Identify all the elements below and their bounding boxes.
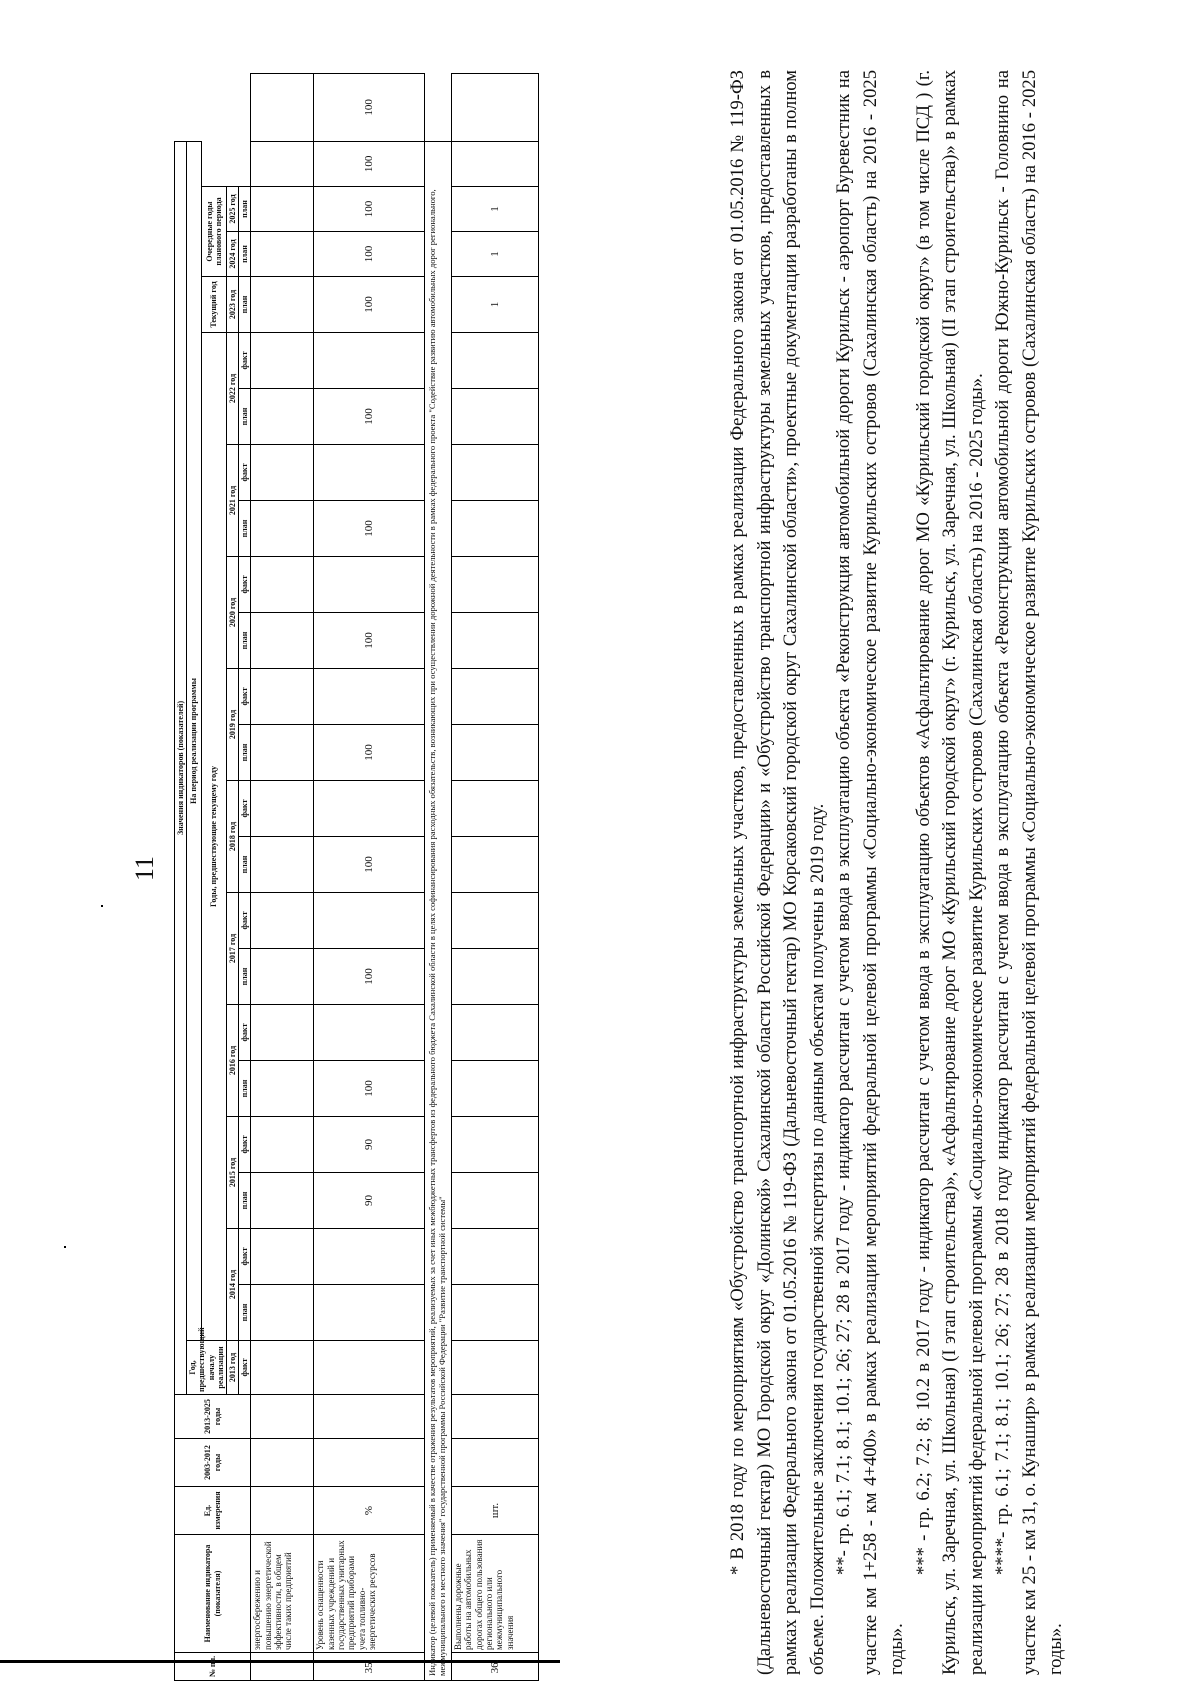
header-plan: план: [239, 501, 251, 557]
value-cell: [452, 333, 539, 389]
value-cell: 1: [452, 187, 539, 232]
value-cell: [452, 1117, 539, 1173]
value-cell: 1: [452, 277, 539, 333]
table-note-row: [425, 74, 452, 1681]
value-cell: [251, 141, 314, 186]
value-cell: 100: [314, 389, 425, 445]
header-year-2024: 2024 год: [226, 232, 238, 277]
header-fact: факт: [239, 557, 251, 613]
header-year-2020: 2020 год: [226, 557, 238, 669]
header-fact: факт: [239, 1341, 251, 1395]
header-plan: план: [239, 389, 251, 445]
value-cell: [251, 1285, 314, 1341]
value-cell: [251, 1117, 314, 1173]
footnote-1: * В 2018 году по мероприятиям «Обустройство транспортной инфраструктуры земельных участков, предоставленных в рамках реализации Федерального закона от 01.05.2016 № 119-ФЗ (Дальневосточный гектар) МО Городской округ «Долинской» Сахалинской области Российской Федерации» и «Обустройство транспортной инфраструктуры земельных участков, предоставленных в рамках реализации Федерального закона от 01.05.2016 № 119-ФЗ (Дальневосточный гектар) МО Корсаковский городской округ Сахалинской области», проектные документации разработаны в полном объеме. Положительные заключения государственной экспертизы по данным объектам получены в 2019 году.: [727, 70, 828, 1675]
value-cell: [251, 725, 314, 781]
header-plan: план: [239, 837, 251, 893]
value-cell: [314, 1005, 425, 1061]
value-cell: [251, 1229, 314, 1285]
table-row: [314, 74, 425, 1681]
row-number: 36.: [452, 1653, 539, 1681]
value-cell: [452, 1341, 539, 1395]
value-cell: [314, 781, 425, 837]
value-cell: 90: [314, 1117, 425, 1173]
value-cell: [251, 669, 314, 725]
header-2013-2025: 2013-2025 годы: [175, 1395, 251, 1439]
header-planning-years: Очередные годы планового периода: [201, 187, 226, 277]
value-cell: [452, 613, 539, 669]
unit-cell: [251, 1487, 314, 1535]
header-year-2014: 2014 год: [226, 1229, 238, 1341]
header-plan: план: [239, 187, 251, 232]
indicators-table: [174, 73, 539, 1681]
value-cell: [251, 837, 314, 893]
value-cell: [251, 893, 314, 949]
header-no: № пп.: [175, 1653, 251, 1681]
value-cell: [314, 893, 425, 949]
value-cell: 100: [314, 141, 425, 186]
value-cell: [452, 781, 539, 837]
header-year-2017: 2017 год: [226, 893, 238, 1005]
value-cell: [251, 445, 314, 501]
header-period-group: На период реализации программы: [187, 141, 201, 1340]
section-note: Индикатор (целевой показатель) применяемый в качестве отражения результатов мероприятий, реализуемых за счет иных межбюджетных трансфертов из федерального бюджета Сахалинской области в целях софинансирования расходных обязательств, возникающих при осуществлении дорожной деятельности в рамках федерального проекта "Содействие развитию автомобильных дорог регионального, межмуниципального и местного значения" государственной программы Российской Федерации "Развитие транспортной системы": [425, 141, 452, 1680]
header-plan: план: [239, 1173, 251, 1229]
value-cell: 100: [314, 837, 425, 893]
empty-cell: [251, 1439, 314, 1487]
rotated-document-page: [130, 36, 1190, 1701]
value-cell: [251, 1341, 314, 1395]
value-cell: [251, 1173, 314, 1229]
value-cell: [452, 1005, 539, 1061]
value-cell: [251, 1061, 314, 1117]
value-cell: [452, 1285, 539, 1341]
table-body: [251, 74, 539, 1681]
header-plan: план: [239, 613, 251, 669]
header-year-2018: 2018 год: [226, 781, 238, 893]
indicator-name: энергосбережению и повышению энергетической эффективности, в общем числе таких предприятий: [251, 1535, 314, 1653]
header-name: Наименование индикатора (показателя): [175, 1535, 251, 1653]
value-cell: [251, 232, 314, 277]
header-year-2019: 2019 год: [226, 669, 238, 781]
page-number: 11: [130, 855, 159, 882]
value-cell: [452, 74, 539, 142]
value-cell: 100: [314, 1061, 425, 1117]
header-plan: план: [239, 277, 251, 333]
value-cell: [251, 277, 314, 333]
value-cell: [452, 837, 539, 893]
value-cell: 100: [314, 613, 425, 669]
empty-cell: [452, 1439, 539, 1487]
header-values-group: Значения индикаторов (показателей): [175, 141, 187, 1394]
footnote-4: ****- гр. 6.1; 7.1; 8.1; 10.1; 26; 27; 28 в 2018 году индикатор рассчитан с учетом ввода в эксплуатацию объекта «Реконструкция автомобильной дороги Южно-Курильск - Головнино на участке км 25 - км 31, о. Кунашир» в рамках реализации мероприятий федеральной целевой программы «Социально-экономическое развитие Курильских островов (Сахалинская область) на 2016 - 2025 годы».: [992, 70, 1066, 1675]
value-cell: [251, 74, 314, 142]
value-cell: [452, 949, 539, 1005]
row-number: [251, 1653, 314, 1681]
value-cell: [314, 445, 425, 501]
header-year-before: Год, предшествующий началу реализации: [187, 1341, 227, 1395]
value-cell: [314, 1229, 425, 1285]
value-cell: [251, 501, 314, 557]
value-cell: [251, 1005, 314, 1061]
header-plan: план: [239, 725, 251, 781]
unit-cell: %: [314, 1487, 425, 1535]
header-fact: факт: [239, 1229, 251, 1285]
value-cell: 100: [314, 501, 425, 557]
row-number: 35.: [314, 1653, 425, 1681]
indicator-name: Уровень оснащенности казенных учреждений и государственных унитарных предприятий приборами учета топливно-энергетических ресурсов: [314, 1535, 425, 1653]
value-cell: [251, 949, 314, 1005]
value-cell: 100: [314, 949, 425, 1005]
header-year-2016: 2016 год: [226, 1005, 238, 1117]
header-fact: факт: [239, 445, 251, 501]
header-fact: факт: [239, 333, 251, 389]
header-plan: план: [239, 949, 251, 1005]
value-cell: [251, 333, 314, 389]
value-cell: [452, 893, 539, 949]
header-fact: факт: [239, 1117, 251, 1173]
value-cell: [452, 445, 539, 501]
value-cell: 100: [314, 187, 425, 232]
empty-cell: [251, 1395, 314, 1439]
footnotes: [725, 70, 1070, 1675]
value-cell: [314, 1285, 425, 1341]
value-cell: [251, 557, 314, 613]
empty-cell: [314, 1439, 425, 1487]
value-cell: [452, 1229, 539, 1285]
value-cell: 100: [314, 725, 425, 781]
value-cell: [452, 501, 539, 557]
header-year-2021: 2021 год: [226, 445, 238, 557]
header-fact: факт: [239, 781, 251, 837]
header-fact: факт: [239, 669, 251, 725]
value-cell: 1: [452, 232, 539, 277]
value-cell: [452, 1061, 539, 1117]
table-row: [251, 74, 314, 1681]
value-cell: [452, 557, 539, 613]
header-year-2022: 2022 год: [226, 333, 238, 445]
value-cell: [314, 557, 425, 613]
header-fact: факт: [239, 1005, 251, 1061]
value-cell: [452, 141, 539, 186]
value-cell: 100: [314, 74, 425, 142]
value-cell: 100: [314, 232, 425, 277]
header-2003-2012: 2003-2012 годы: [175, 1439, 251, 1487]
value-cell: [251, 187, 314, 232]
scan-dust-mark: [64, 1246, 66, 1248]
header-year-2013: 2013 год: [226, 1341, 238, 1395]
value-cell: [251, 613, 314, 669]
value-cell: [251, 781, 314, 837]
empty-cell: [314, 1395, 425, 1439]
header-year-2023: 2023 год: [226, 277, 238, 333]
header-fact: факт: [239, 893, 251, 949]
value-cell: [452, 725, 539, 781]
indicator-name: Выполнены дорожные работы на автомобильных дорогах общего пользования регионального или межмуниципального значения: [452, 1535, 539, 1653]
footnote-3: *** - гр. 6.2; 7.2; 8; 10.2 в 2017 году - индикатор рассчитан с учетом ввода в эксплуатацию объектов «Асфальтирование дорог МО «Курильский городской округ» (в том числе ПСД ) (г. Курильск, ул. Заречная, ул. Школьная) (I этап строительства)», «Асфальтирование дорог МО «Курильский городской округ» (г. Курильск, ул. Заречная, ул. Школьная) (II этап строительства)» в рамках реализации мероприятий федеральной целевой программы «Социально-экономическое развитие Курильских островов (Сахалинская область) на 2016 - 2025 годы».: [912, 70, 987, 1675]
value-cell: [314, 669, 425, 725]
header-prior-years: Годы, предшествующие текущему году: [201, 333, 226, 1341]
header-current-year: Текущий год: [201, 277, 226, 333]
scan-dust-mark: [101, 905, 103, 907]
header-year-2015: 2015 год: [226, 1117, 238, 1229]
footnote-2: **- гр. 6.1; 7.1; 8.1; 10.1; 26; 27; 28 в 2017 году - индикатор рассчитан с учетом ввода в эксплуатацию объекта «Реконструкция автомобильной дороги Курильск - аэропорт Буревестник на участке км 1+258 - км 4+400» в рамках реализации мероприятий федеральной целевой программы «Социально-экономическое развитие Курильских островов (Сахалинская область) на 2016 - 2025 годы».: [833, 70, 907, 1675]
value-cell: 100: [314, 277, 425, 333]
value-cell: 90: [314, 1173, 425, 1229]
empty-cell: [452, 1395, 539, 1439]
table-row: [452, 74, 539, 1681]
value-cell: [314, 333, 425, 389]
header-plan: план: [239, 1285, 251, 1341]
value-cell: [452, 389, 539, 445]
value-cell: [452, 1173, 539, 1229]
value-cell: [452, 669, 539, 725]
value-cell: [314, 1341, 425, 1395]
value-cell: [251, 389, 314, 445]
unit-cell: шт.: [452, 1487, 539, 1535]
header-plan: план: [239, 1061, 251, 1117]
header-plan: план: [239, 232, 251, 277]
header-unit: Ед. измерения: [175, 1487, 251, 1535]
header-year-2025: 2025 год: [226, 187, 238, 232]
